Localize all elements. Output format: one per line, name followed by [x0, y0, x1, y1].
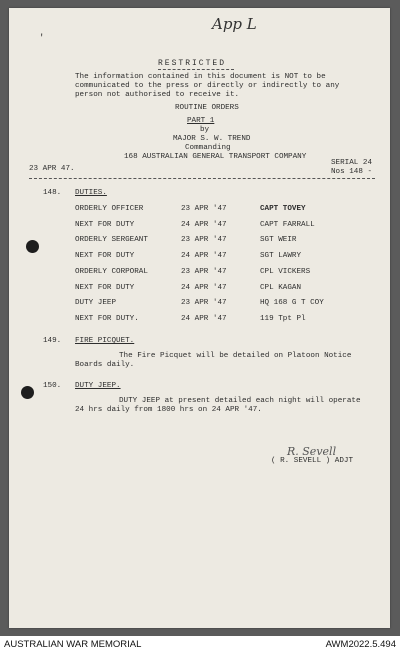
classification-underline [158, 69, 234, 70]
duty-role: NEXT FOR DUTY. [75, 315, 139, 323]
duty-date: 24 APR '47 [181, 252, 227, 260]
punch-hole-bottom [21, 386, 34, 399]
commanding-label: Commanding [185, 144, 231, 152]
duty-role: NEXT FOR DUTY [75, 252, 135, 260]
item-150-line-2: 24 hrs daily from 1800 hrs on 24 APR '47. [75, 406, 262, 414]
duty-name: CAPT TOVEY [260, 205, 306, 213]
handwritten-signature: R. Sevell [287, 445, 337, 458]
part-label: PART 1 [187, 117, 215, 125]
item-149-line-1: The Fire Picquet will be detailed on Platoon Notice [119, 352, 352, 360]
duty-role: ORDERLY SERGEANT [75, 236, 148, 244]
duty-role: NEXT FOR DUTY [75, 221, 135, 229]
item-150-line-1: DUTY JEEP at present detailed each night will operate [119, 397, 361, 405]
duty-name: CPL VICKERS [260, 268, 311, 276]
notice-line-3: person not authorised to receive it. [75, 91, 240, 99]
item-150-heading: DUTY JEEP. [75, 382, 121, 390]
nos-range: Nos 148 - [331, 168, 373, 176]
item-149-number: 149. [43, 337, 62, 345]
serial-number: SERIAL 24 [331, 159, 373, 167]
duty-role: NEXT FOR DUTY [75, 284, 135, 292]
author-name: MAJOR S. W. TREND [173, 135, 251, 143]
duty-name: 119 Tpt Pl [260, 315, 306, 323]
document-page [9, 8, 390, 628]
duty-role: ORDERLY CORPORAL [75, 268, 148, 276]
duty-date: 24 APR '47 [181, 221, 227, 229]
duty-name: CPL KAGAN [260, 284, 302, 292]
item-149-line-2: Boards daily. [75, 361, 135, 369]
duty-date: 24 APR '47 [181, 284, 227, 292]
duty-name: CAPT FARRALL [260, 221, 315, 229]
footer-accession-number: AWM2022.5.494 [325, 639, 396, 650]
routine-orders-title: ROUTINE ORDERS [175, 104, 239, 112]
item-149-heading: FIRE PICQUET. [75, 337, 135, 345]
notice-line-1: The information contained in this document is NOT to be [75, 73, 326, 81]
by-label: by [200, 126, 210, 134]
item-148-heading: DUTIES. [75, 189, 107, 197]
margin-mark: ' [39, 33, 45, 43]
archive-footer [0, 636, 400, 653]
item-148-number: 148. [43, 189, 62, 197]
signature-block: ( R. SEVELL ) ADJT [271, 457, 354, 465]
handwritten-reference: App L [212, 15, 257, 33]
duty-date: 23 APR '47 [181, 299, 227, 307]
duty-role: DUTY JEEP [75, 299, 117, 307]
order-date: 23 APR 47. [29, 165, 75, 173]
item-150-number: 150. [43, 382, 62, 390]
header-separator [29, 178, 375, 179]
duty-role: ORDERLY OFFICER [75, 205, 144, 213]
duty-date: 24 APR '47 [181, 315, 227, 323]
unit-name: 168 AUSTRALIAN GENERAL TRANSPORT COMPANY [124, 153, 307, 161]
duty-name: HQ 168 G T COY [260, 299, 324, 307]
punch-hole-top [26, 240, 39, 253]
duty-name: SGT LAWRY [260, 252, 302, 260]
notice-line-2: communicated to the press or directly or indirectly to any [75, 82, 340, 90]
footer-institution: AUSTRALIAN WAR MEMORIAL [4, 639, 142, 650]
duty-date: 23 APR '47 [181, 236, 227, 244]
duty-name: SGT WEIR [260, 236, 297, 244]
classification-heading: RESTRICTED [158, 59, 227, 68]
duty-date: 23 APR '47 [181, 205, 227, 213]
duty-date: 23 APR '47 [181, 268, 227, 276]
